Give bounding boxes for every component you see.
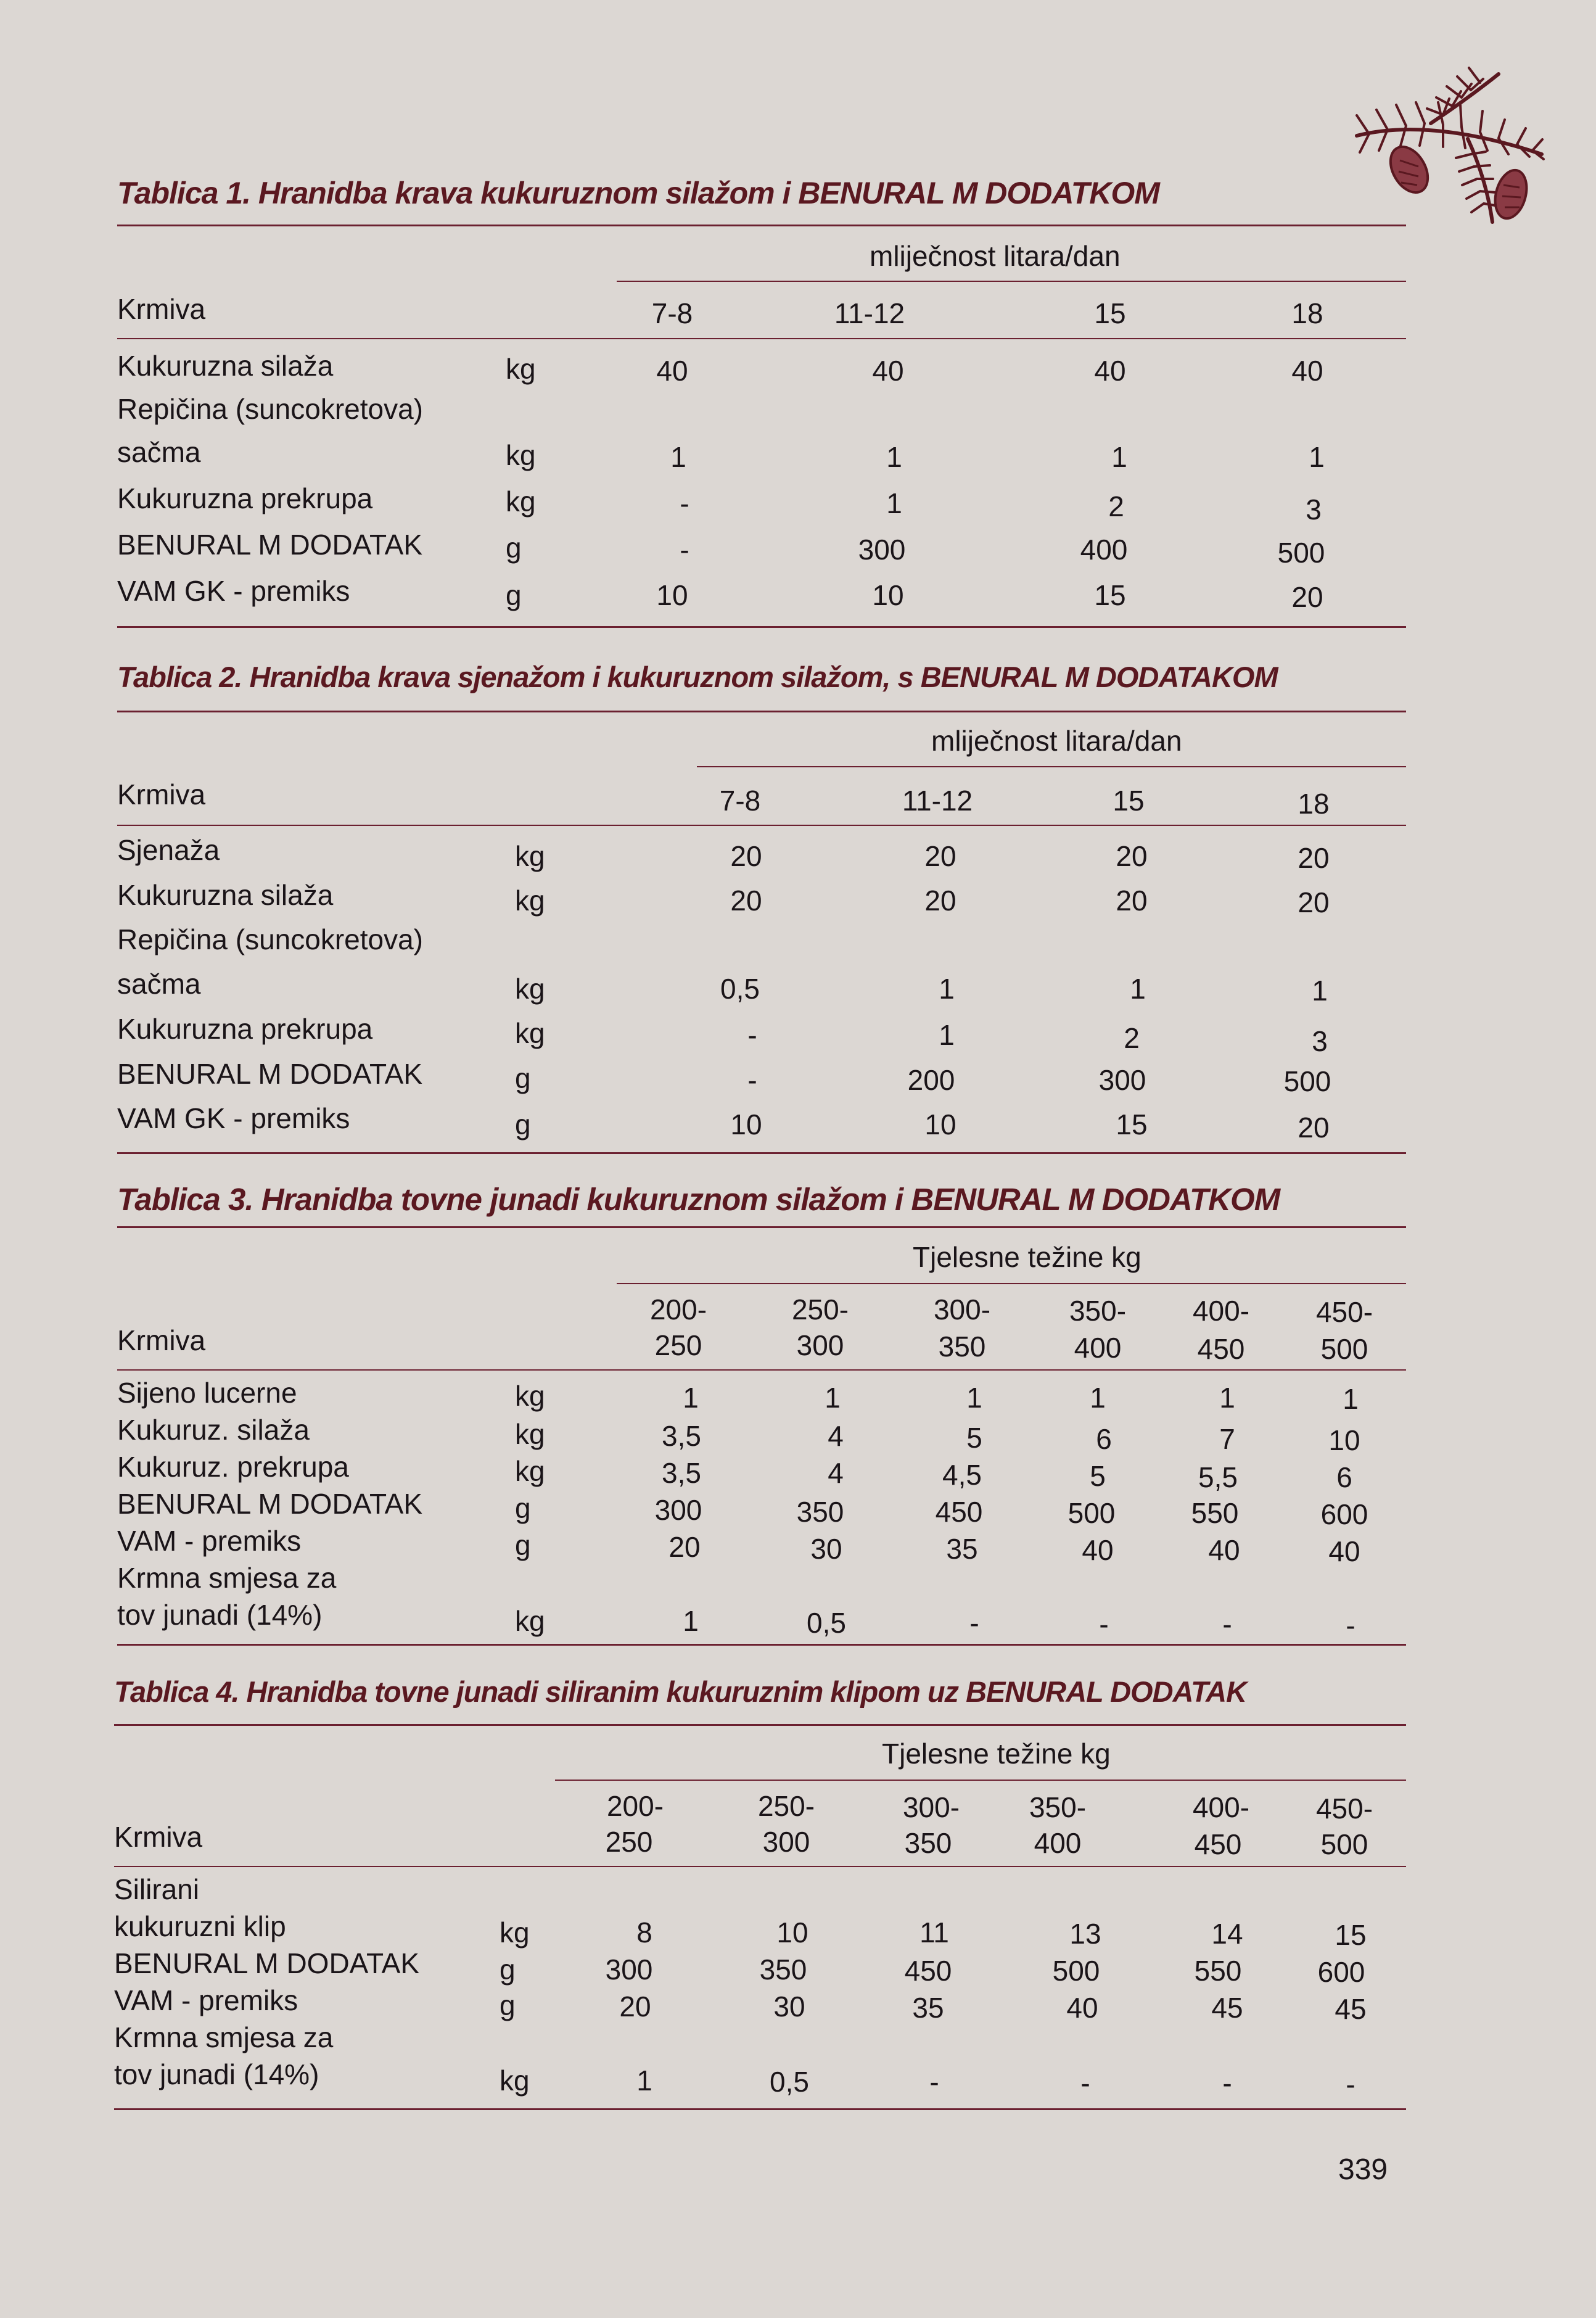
table-4-col-header: 300- (902, 1791, 960, 1823)
cell-value: 1 (670, 441, 686, 473)
cell-value: 4,5 (942, 1459, 982, 1491)
cell-value: 10 (872, 579, 904, 611)
table-3-bottom-rule (117, 1644, 1406, 1646)
cell-value: 20 (1298, 1112, 1330, 1144)
cell-value: - (747, 1064, 757, 1096)
table-4-col-header: 400 (1034, 1827, 1082, 1859)
cell-value: 40 (1082, 1534, 1114, 1566)
cell-value: 15 (1116, 1108, 1148, 1140)
cell-value: - (1222, 1608, 1232, 1640)
cell-value: 20 (1116, 885, 1148, 917)
table-4-col-header: 300 (762, 1826, 810, 1858)
cell-value: 30 (810, 1533, 842, 1565)
cell-value: - (680, 534, 689, 566)
cell-value: 500 (1277, 537, 1325, 569)
row-unit: g (515, 1062, 531, 1094)
row-label: Krmna smjesa za (114, 2021, 334, 2053)
table-1-top-rule (117, 225, 1406, 226)
cell-value: 500 (1052, 1955, 1100, 1987)
cell-value: 40 (1291, 355, 1323, 387)
row-label: Kukuruzna silaža (117, 350, 334, 382)
cell-value: 3 (1312, 1025, 1328, 1057)
table-4-bottom-rule (114, 2108, 1406, 2110)
cell-value: 3 (1306, 493, 1322, 526)
cell-value: - (929, 2066, 939, 2098)
cell-value: 300 (1098, 1064, 1146, 1096)
cell-value: 2 (1108, 490, 1124, 522)
table-3-group-rule (617, 1283, 1406, 1284)
cell-value: 1 (886, 487, 902, 519)
row-label: Repičina (suncokretova) (117, 393, 424, 425)
row-unit: kg (500, 2064, 530, 2097)
row-label: BENURAL M DODATAK (117, 1488, 422, 1520)
cell-value: 45 (1335, 1993, 1367, 2025)
row-label: Krmna smjesa za (117, 1562, 337, 1594)
cell-value: 1 (1219, 1382, 1235, 1414)
cell-value: 1 (1343, 1383, 1359, 1415)
row-label: Kukuruz. prekrupa (117, 1451, 349, 1483)
table-2-group-header: mliječnost litara/dan (931, 725, 1182, 757)
row-label: tov junadi (14%) (114, 2058, 319, 2090)
table-3-col-header: 450- (1315, 1296, 1373, 1328)
table-3-col-header: 350- (1069, 1295, 1127, 1327)
cell-value: 5 (1090, 1460, 1106, 1492)
row-unit: kg (515, 1017, 545, 1049)
table-4-stub-header: Krmiva (114, 1821, 203, 1853)
row-label: VAM GK - premiks (117, 575, 350, 607)
row-label: BENURAL M DODATAK (117, 1058, 422, 1090)
table-2-bottom-rule (117, 1152, 1406, 1154)
cell-value: 10 (1328, 1424, 1360, 1456)
cell-value: 400 (1080, 534, 1128, 566)
table-2-title: Tablica 2. Hranidba krava sjenažom i kukuruznom silažom, s BENURAL M DODATAKOM (117, 661, 1278, 693)
row-label: Repičina (suncokretova) (117, 923, 424, 955)
row-label: BENURAL M DODATAK (117, 529, 422, 561)
cell-value: 10 (924, 1108, 956, 1140)
table-1-bottom-rule (117, 626, 1406, 628)
cell-value: 15 (1335, 1919, 1367, 1951)
row-label: tov junadi (14%) (117, 1599, 323, 1631)
cell-value: 450 (904, 1955, 952, 1987)
table-1-header-rule (117, 338, 1406, 339)
table-4-col-header: 200- (606, 1790, 664, 1822)
cell-value: 20 (1298, 842, 1330, 874)
cell-value: - (1346, 2068, 1355, 2100)
row-label: Kukuruzna prekrupa (117, 482, 373, 514)
cell-value: 500 (1283, 1065, 1331, 1097)
table-1-col-header: 11-12 (834, 297, 905, 329)
cell-value: 30 (773, 1990, 805, 2023)
table-1-col-header: 7-8 (651, 297, 693, 329)
table-3-group-header: Tjelesne težine kg (913, 1241, 1141, 1273)
row-label: VAM - premiks (114, 1984, 298, 2016)
table-4-col-header: 450- (1315, 1792, 1373, 1825)
cell-value: 300 (858, 534, 906, 566)
table-3-col-header: 200- (649, 1293, 707, 1326)
table-2-group-rule (697, 766, 1406, 767)
row-unit: kg (515, 840, 545, 872)
cell-value: 300 (654, 1494, 702, 1526)
table-2-col-header: 11-12 (902, 785, 973, 817)
cell-value: 0,5 (770, 2066, 809, 2098)
cell-value: 7 (1219, 1423, 1235, 1455)
cell-value: 20 (619, 1990, 651, 2023)
row-unit: kg (515, 1605, 545, 1637)
row-unit: kg (500, 1916, 530, 1949)
cell-value: 5 (966, 1422, 982, 1454)
cell-value: 4 (828, 1457, 844, 1489)
table-3-col-header: 350 (938, 1330, 986, 1363)
table-4-title: Tablica 4. Hranidba tovne junadi siliranim kukuruznim klipom uz BENURAL DODATAK (114, 1675, 1247, 1708)
cell-value: 20 (668, 1531, 701, 1563)
cell-value: 2 (1124, 1022, 1140, 1054)
table-3-col-header: 400 (1074, 1332, 1122, 1364)
cell-value: 11 (919, 1916, 949, 1949)
row-label: kukuruzni klip (114, 1910, 286, 1942)
row-unit: kg (515, 1380, 545, 1412)
cell-value: - (680, 487, 689, 519)
cell-value: 1 (1111, 441, 1127, 473)
cell-value: 40 (872, 355, 904, 387)
table-4-top-rule (114, 1724, 1406, 1726)
cell-value: 1 (683, 1605, 699, 1637)
cell-value: 0,5 (720, 973, 760, 1005)
table-2-header-rule (117, 825, 1406, 826)
cell-value: 5,5 (1198, 1461, 1238, 1493)
cell-value: 10 (730, 1108, 762, 1140)
cell-value: 1 (636, 2064, 652, 2097)
table-1-col-header: 18 (1291, 297, 1323, 329)
cell-value: 3,5 (662, 1457, 701, 1489)
row-unit: kg (506, 439, 536, 471)
cell-value: 1 (939, 1019, 955, 1051)
cell-value: 1 (1130, 973, 1146, 1005)
table-3-top-rule (117, 1226, 1406, 1228)
cell-value: 10 (656, 579, 688, 611)
table-1-group-rule (617, 281, 1406, 282)
row-label: Kukuruzna prekrupa (117, 1013, 373, 1045)
table-3-col-header: 300 (796, 1329, 844, 1361)
table-3-col-header: 250- (791, 1293, 849, 1326)
row-unit: g (500, 1989, 516, 2021)
row-label: sačma (117, 968, 201, 1000)
table-3-stub-header: Krmiva (117, 1324, 206, 1356)
cell-value: 6 (1096, 1423, 1112, 1455)
cell-value: 200 (907, 1064, 955, 1096)
table-3-header-rule (117, 1369, 1406, 1371)
row-unit: g (515, 1108, 531, 1140)
table-1-group-header: mliječnost litara/dan (870, 240, 1121, 272)
cell-value: - (1080, 2067, 1090, 2099)
cell-value: 45 (1211, 1992, 1243, 2024)
cell-value: 10 (776, 1916, 808, 1949)
table-2-top-rule (117, 711, 1406, 712)
cell-value: 0,5 (807, 1607, 846, 1639)
row-label: Sijeno lucerne (117, 1377, 297, 1409)
row-unit: kg (506, 485, 536, 518)
cell-value: - (747, 1019, 757, 1051)
cell-value: 1 (825, 1382, 841, 1414)
cell-value: 35 (946, 1533, 978, 1565)
pine-branch-icon (1344, 62, 1566, 234)
table-3-col-header: 400- (1192, 1295, 1250, 1327)
cell-value: - (1222, 2067, 1232, 2099)
row-label: VAM - premiks (117, 1525, 302, 1557)
row-unit: g (506, 532, 522, 564)
row-unit: kg (506, 353, 536, 385)
table-3-col-header: 500 (1320, 1333, 1368, 1365)
table-3-col-header: 300- (933, 1293, 991, 1326)
cell-value: 40 (1066, 1992, 1098, 2024)
table-4-col-header: 350- (1029, 1791, 1087, 1823)
table-1-stub-header: Krmiva (117, 293, 206, 325)
row-unit: g (515, 1529, 531, 1561)
cell-value: - (1346, 1609, 1355, 1641)
row-unit: kg (515, 885, 545, 917)
row-unit: kg (515, 1418, 545, 1450)
cell-value: 600 (1320, 1498, 1368, 1530)
cell-value: 15 (1094, 579, 1126, 611)
cell-value: 1 (939, 973, 955, 1005)
cell-value: - (1099, 1608, 1109, 1640)
cell-value: 20 (1116, 840, 1148, 872)
cell-value: 35 (912, 1992, 944, 2024)
row-unit: g (500, 1953, 516, 1986)
row-label: Sjenaža (117, 834, 220, 866)
row-label: Silirani (114, 1873, 200, 1905)
table-4-group-header: Tjelesne težine kg (882, 1738, 1111, 1770)
cell-value: 1 (1309, 441, 1325, 473)
table-4-col-header: 350 (904, 1827, 952, 1859)
row-label: Kukuruz. silaža (117, 1414, 310, 1446)
table-1-col-header: 15 (1094, 297, 1126, 329)
cell-value: 600 (1317, 1956, 1365, 1988)
table-2-col-header: 18 (1298, 788, 1330, 820)
cell-value: 1 (886, 441, 902, 473)
cell-value: 8 (636, 1916, 652, 1949)
page-number: 339 (1338, 2153, 1388, 2186)
table-4-header-rule (114, 1866, 1406, 1867)
cell-value: 500 (1067, 1497, 1116, 1529)
cell-value: 20 (1291, 581, 1323, 613)
table-4-group-rule (555, 1780, 1406, 1781)
table-3-col-header: 450 (1197, 1333, 1245, 1365)
row-unit: g (515, 1492, 531, 1524)
cell-value: 4 (828, 1420, 844, 1452)
table-4-col-header: 500 (1320, 1828, 1368, 1860)
table-3-col-header: 250 (654, 1329, 702, 1361)
table-2-stub-header: Krmiva (117, 778, 206, 810)
cell-value: 450 (935, 1496, 983, 1528)
cell-value: 300 (605, 1953, 653, 1986)
cell-value: 550 (1191, 1497, 1239, 1529)
table-2-col-header: 7-8 (719, 785, 761, 817)
cell-value: 40 (656, 355, 688, 387)
cell-value: 20 (924, 840, 956, 872)
cell-value: 1 (966, 1382, 982, 1414)
row-unit: kg (515, 1455, 545, 1487)
table-4-col-header: 250 (605, 1826, 653, 1858)
cell-value: 1 (1090, 1382, 1106, 1414)
cell-value: - (969, 1607, 979, 1639)
cell-value: 40 (1328, 1535, 1360, 1567)
table-4-col-header: 400- (1192, 1791, 1250, 1823)
row-unit: g (506, 579, 522, 611)
row-label: VAM GK - premiks (117, 1102, 350, 1134)
cell-value: 3,5 (662, 1420, 701, 1452)
row-unit: kg (515, 973, 545, 1005)
table-4-col-header: 250- (757, 1790, 815, 1822)
row-label: BENURAL M DODATAK (114, 1947, 419, 1979)
cell-value: 6 (1336, 1461, 1352, 1493)
row-label: Kukuruzna silaža (117, 879, 334, 911)
cell-value: 20 (730, 840, 762, 872)
cell-value: 1 (683, 1382, 699, 1414)
table-1-title: Tablica 1. Hranidba krava kukuruznom silažom i BENURAL M DODATKOM (117, 176, 1159, 210)
cell-value: 40 (1208, 1534, 1240, 1566)
cell-value: 350 (796, 1496, 844, 1528)
cell-value: 550 (1194, 1955, 1242, 1987)
cell-value: 20 (924, 885, 956, 917)
table-2-col-header: 15 (1113, 785, 1145, 817)
row-label: sačma (117, 436, 201, 468)
cell-value: 20 (1298, 886, 1330, 918)
table-3-title: Tablica 3. Hranidba tovne junadi kukuruznom silažom i BENURAL M DODATKOM (117, 1182, 1280, 1217)
cell-value: 13 (1069, 1918, 1101, 1950)
table-4-col-header: 450 (1194, 1828, 1242, 1860)
cell-value: 1 (1312, 975, 1328, 1007)
cell-value: 40 (1094, 355, 1126, 387)
cell-value: 350 (759, 1953, 807, 1986)
cell-value: 14 (1211, 1918, 1243, 1950)
cell-value: 20 (730, 885, 762, 917)
